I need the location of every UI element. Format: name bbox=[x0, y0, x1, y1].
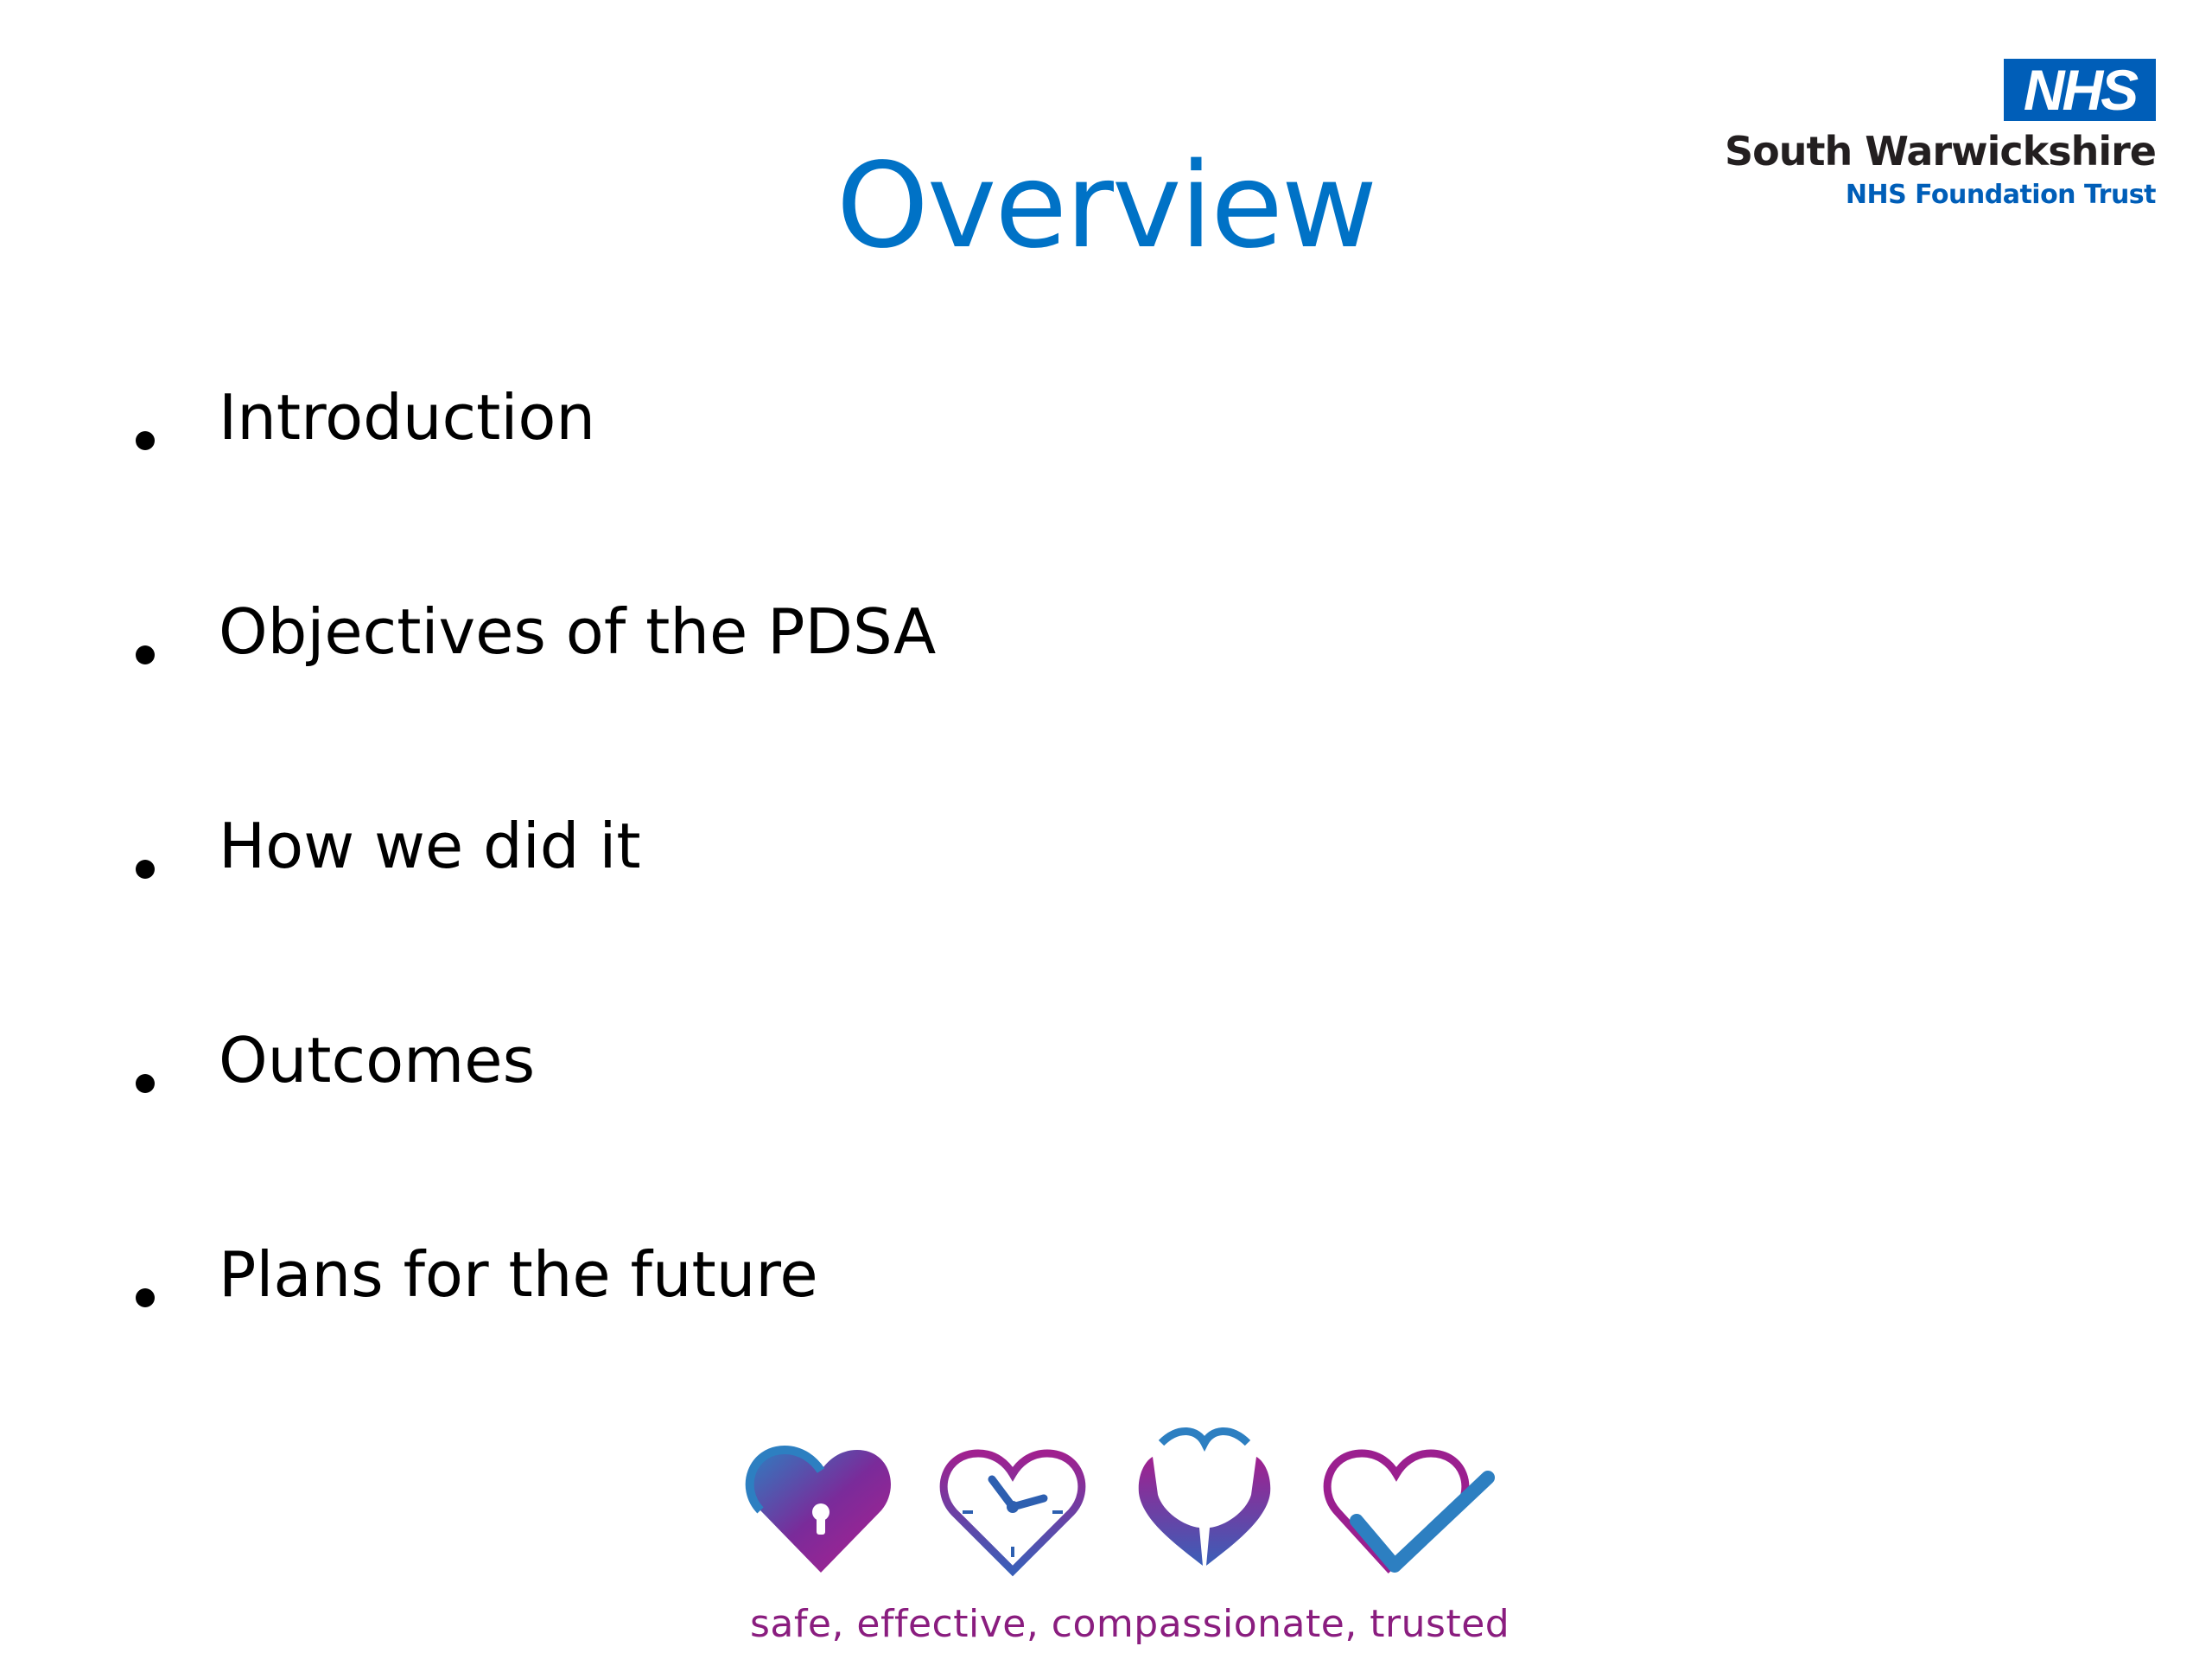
values-banner bbox=[743, 1417, 1510, 1650]
bullet-dot bbox=[136, 431, 155, 450]
bullet-dot bbox=[136, 1074, 155, 1093]
organisation-subtitle: NHS Foundation Trust bbox=[1845, 180, 2156, 210]
hands-heart-icon bbox=[1139, 1431, 1271, 1566]
organisation-name: South Warwickshire bbox=[1725, 128, 2156, 175]
bullet-dot bbox=[136, 645, 155, 664]
nhs-badge-text: NHS bbox=[2023, 58, 2137, 122]
bullet-text: Objectives of the PDSA bbox=[219, 595, 937, 668]
bullet-text: Outcomes bbox=[219, 1024, 536, 1096]
bullet-text: Introduction bbox=[219, 381, 596, 454]
nhs-badge bbox=[2004, 59, 2156, 121]
bullet-text: Plans for the future bbox=[219, 1238, 818, 1311]
slide-title: Overview bbox=[836, 138, 1376, 275]
padlock-heart-icon bbox=[750, 1450, 891, 1573]
bullet-dot bbox=[136, 860, 155, 879]
clock-heart-icon bbox=[944, 1453, 1082, 1571]
bullet-dot bbox=[136, 1288, 155, 1307]
values-tagline: safe, effective, compassionate, trusted bbox=[750, 1602, 1510, 1646]
values-hearts bbox=[743, 1417, 1503, 1599]
tick-heart-icon bbox=[1327, 1453, 1488, 1571]
bullet-text: How we did it bbox=[219, 810, 641, 882]
